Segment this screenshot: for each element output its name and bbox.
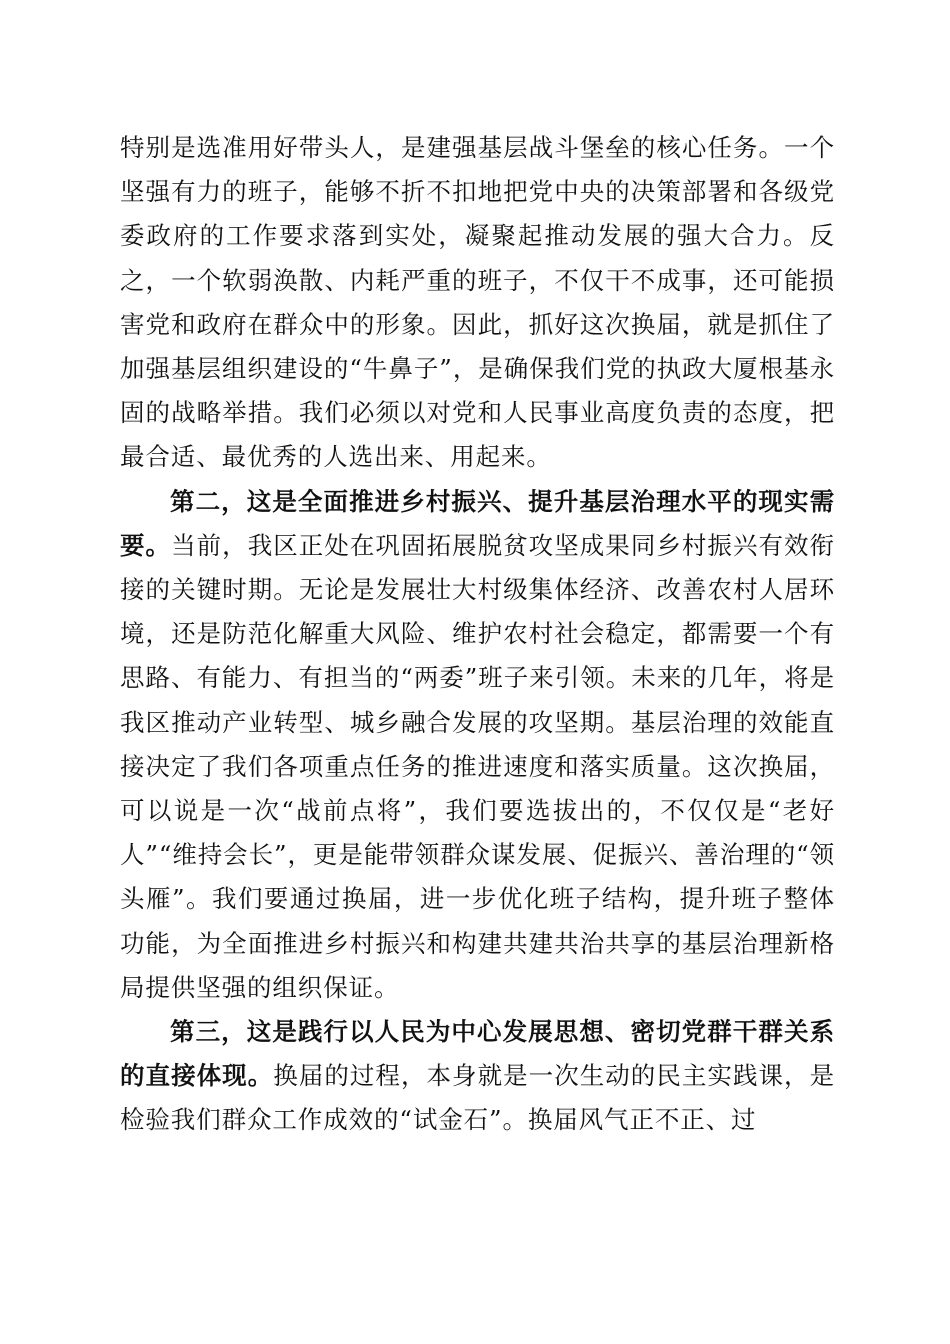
paragraph-3-lead: 第三，这是践行以人民为中心发展思想、密切党群干群关系的直接体现。 (120, 1017, 835, 1091)
paragraph-2-text: 当前，我区正处在巩固拓展脱贫攻坚成果同乡村振兴有效衔接的关键时期。无论是发展壮大村级集体经济、改善农村人居环境，还是防范化解重大风险、维护农村社会稳定，都需要一个有思路、有能力、有担当的“两委”班子来引领。未来的几年，将是我区推动产业转型、城乡融合发展的攻坚期。基层治理的效能直接决定了我们各项重点任务的推进速度和落实质量。这次换届，可以说是一次“战前点将”，我们要选拔出的，不仅仅是“老好人”“维持会长”，更是能带领群众谋发展、促振兴、善治理的“领头雁”。我们要通过换届，进一步优化班子结构，提升班子整体功能，为全面推进乡村振兴和构建共建共治共享的基层治理新格局提供坚强的组织保证。 (120, 530, 835, 1002)
paragraph-third-point (120, 1010, 835, 1143)
document-body (120, 126, 835, 1143)
paragraph-2-lead: 第二，这是全面推进乡村振兴、提升基层治理水平的现实需要。 (120, 486, 835, 560)
paragraph-3-text: 换届的过程，本身就是一次生动的民主实践课，是检验我们群众工作成效的“试金石”。换届风气正不正、过 (120, 1061, 835, 1135)
paragraph-1-text: 特别是选准用好带头人，是建强基层战斗堡垒的核心任务。一个坚强有力的班子，能够不折不扣地把党中央的决策部署和各级党委政府的工作要求落到实处，凝聚起推动发展的强大合力。反之，一个软弱涣散、内耗严重的班子，不仅干不成事，还可能损害党和政府在群众中的形象。因此，抓好这次换届，就是抓住了加强基层组织建设的“牛鼻子”，是确保我们党的执政大厦根基永固的战略举措。我们必须以对党和人民事业高度负责的态度，把最合适、最优秀的人选出来、用起来。 (120, 133, 835, 472)
paragraph-continuation (120, 126, 835, 480)
paragraph-second-point (120, 480, 835, 1010)
